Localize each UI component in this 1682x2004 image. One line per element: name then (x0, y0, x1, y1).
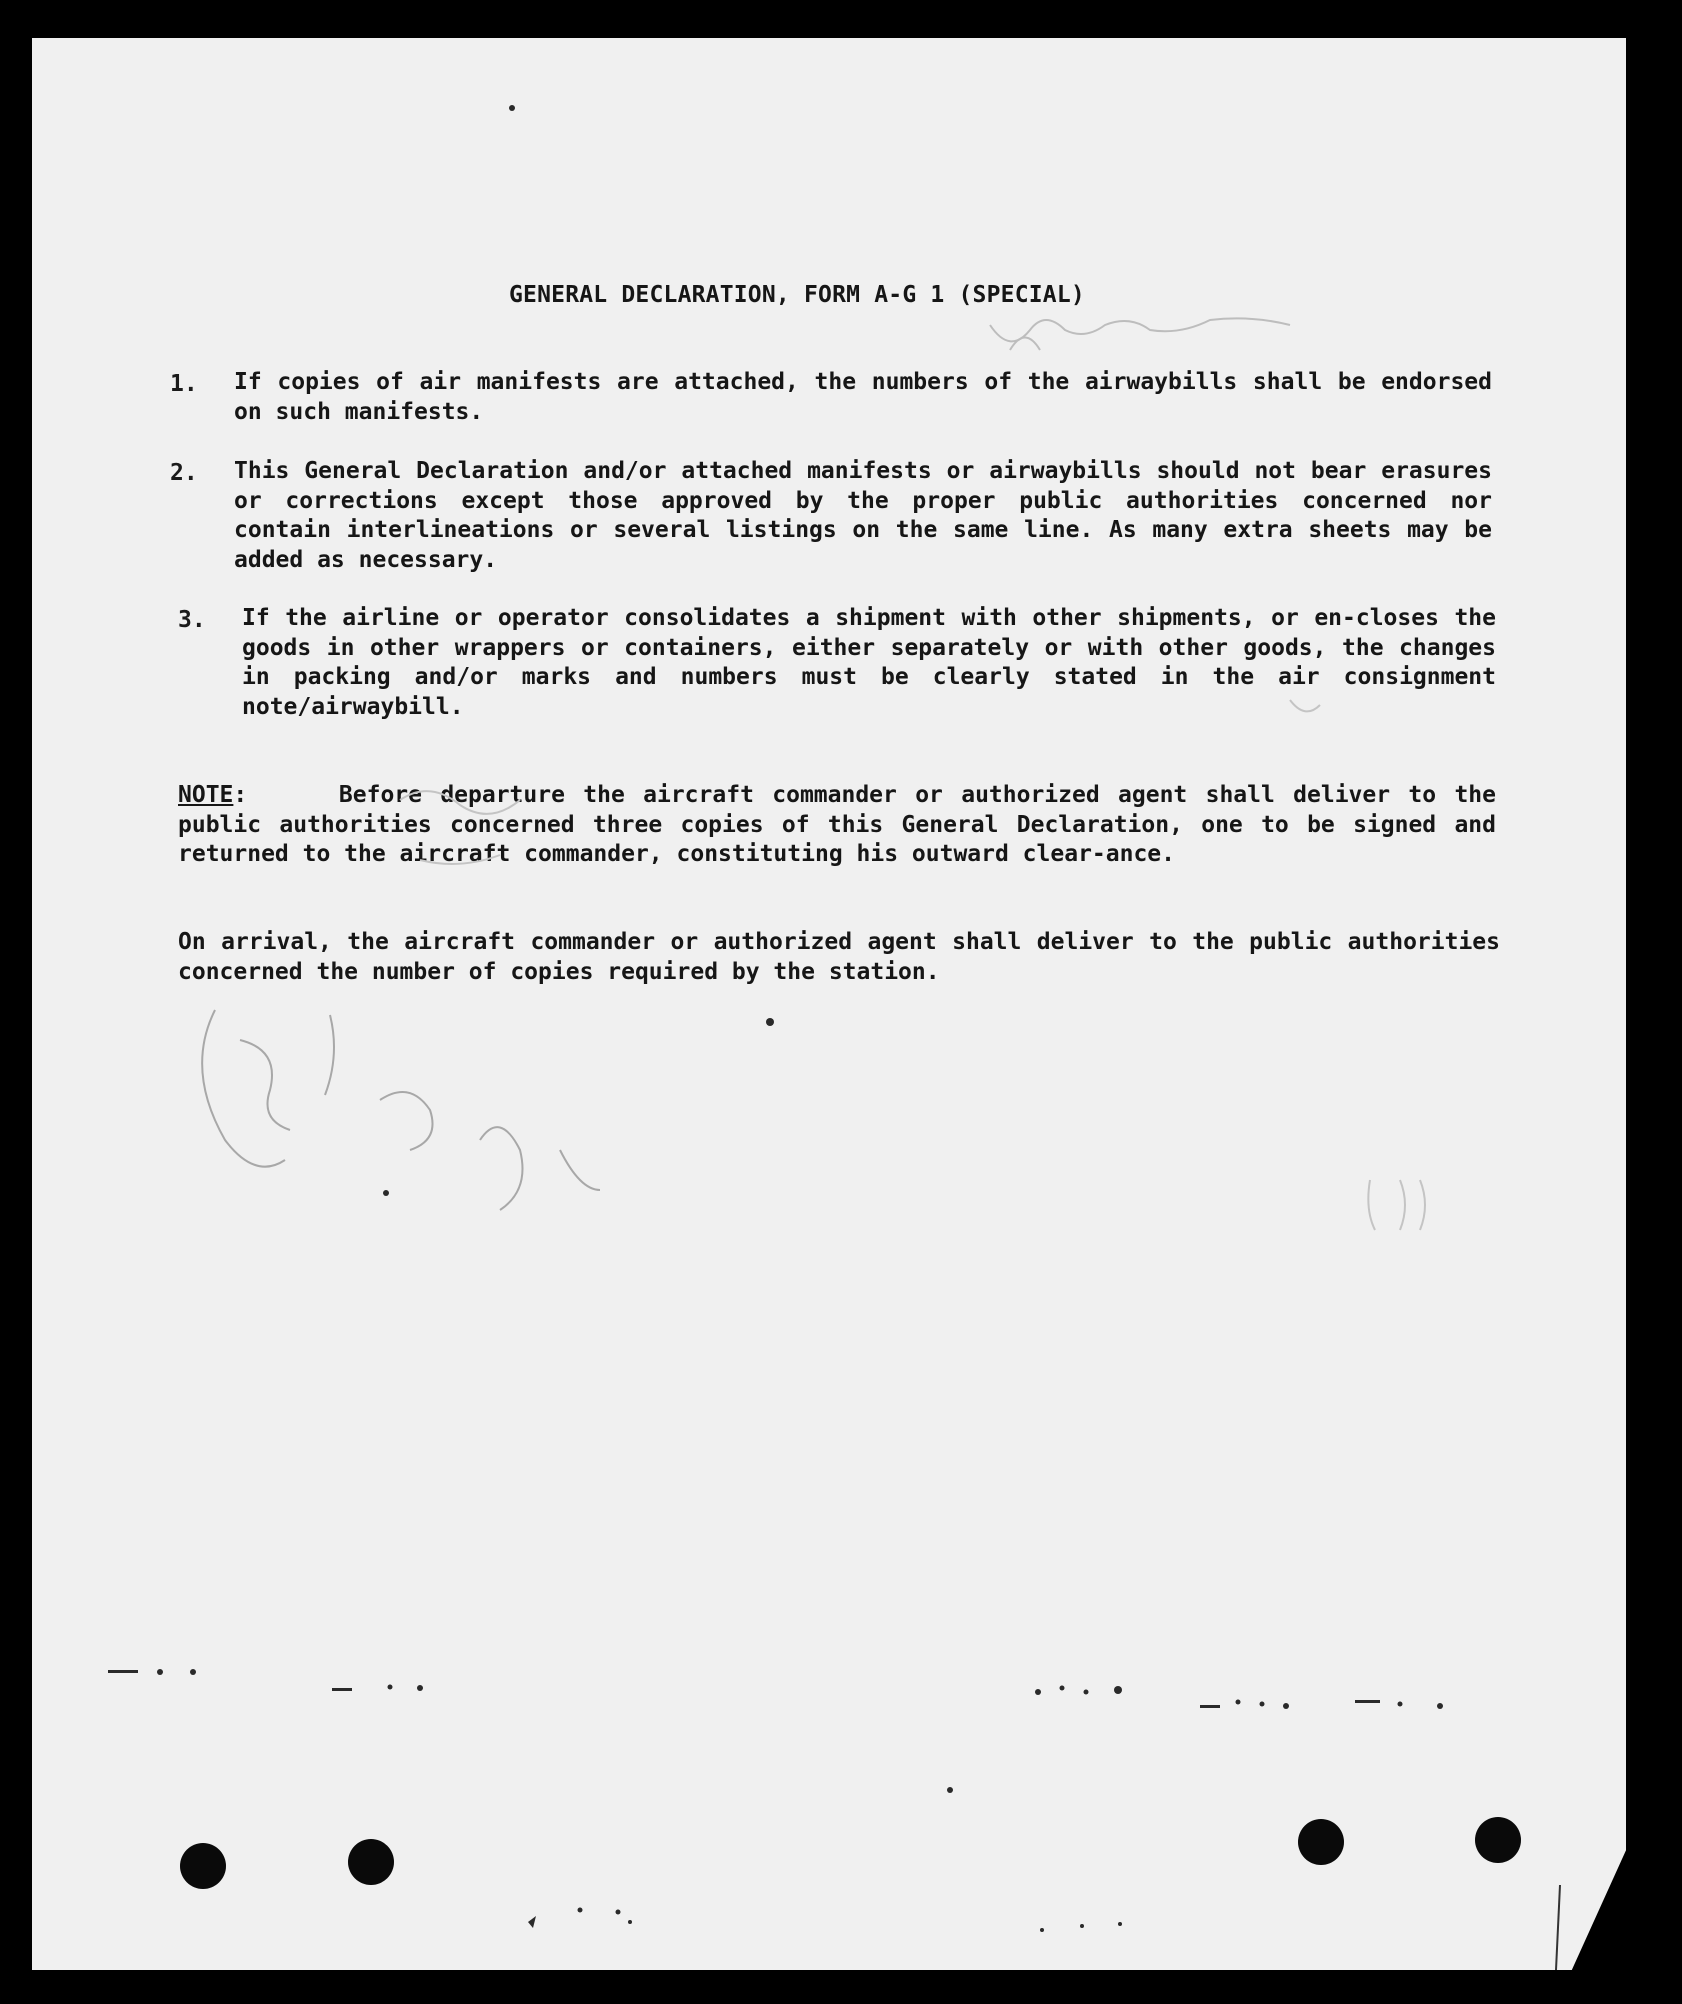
punch-hole-4 (1475, 1817, 1521, 1863)
document-title: GENERAL DECLARATION, FORM A-G 1 (SPECIAL) (509, 282, 1085, 308)
punch-hole-1 (180, 1843, 226, 1889)
punch-hole-3 (1298, 1819, 1344, 1865)
item-2-number: 2. (170, 460, 198, 486)
item-2-text: This General Declaration and/or attached manifests or airwaybills should not bear erasures or corrections except those approved by the proper public authorities concerned nor contain interlineations or several listings on the same line. As many extra sheets may be added as necessary. (234, 458, 1492, 573)
note-paragraph (178, 781, 1496, 870)
note-text: Before departure the aircraft commander or authorized agent shall deliver to the public authorities concerned three copies of this General Declaration, one to be signed and returned to the aircraft commander, constituting his outward clear-ance. (178, 782, 1496, 867)
item-3-number: 3. (178, 607, 206, 633)
paper-sheet (32, 38, 1626, 1970)
note-label: NOTE (178, 782, 234, 808)
item-1-number: 1. (170, 371, 198, 397)
item-3-text: If the airline or operator consolidates a shipment with other shipments, or en-closes the goods in other wrappers or containers, either separately or with other goods, the changes in packing and/or marks and numbers must be clearly stated in the air consignment note/airwaybill. (242, 605, 1496, 720)
punch-hole-2 (348, 1839, 394, 1885)
item-1-text: If copies of air manifests are attached, the numbers of the airwaybills shall be endorsed on such manifests. (234, 369, 1492, 425)
arrival-paragraph: On arrival, the aircraft commander or authorized agent shall deliver to the public authorities concerned the number of copies required by the station. (178, 929, 1500, 985)
note-colon: : (233, 782, 248, 808)
